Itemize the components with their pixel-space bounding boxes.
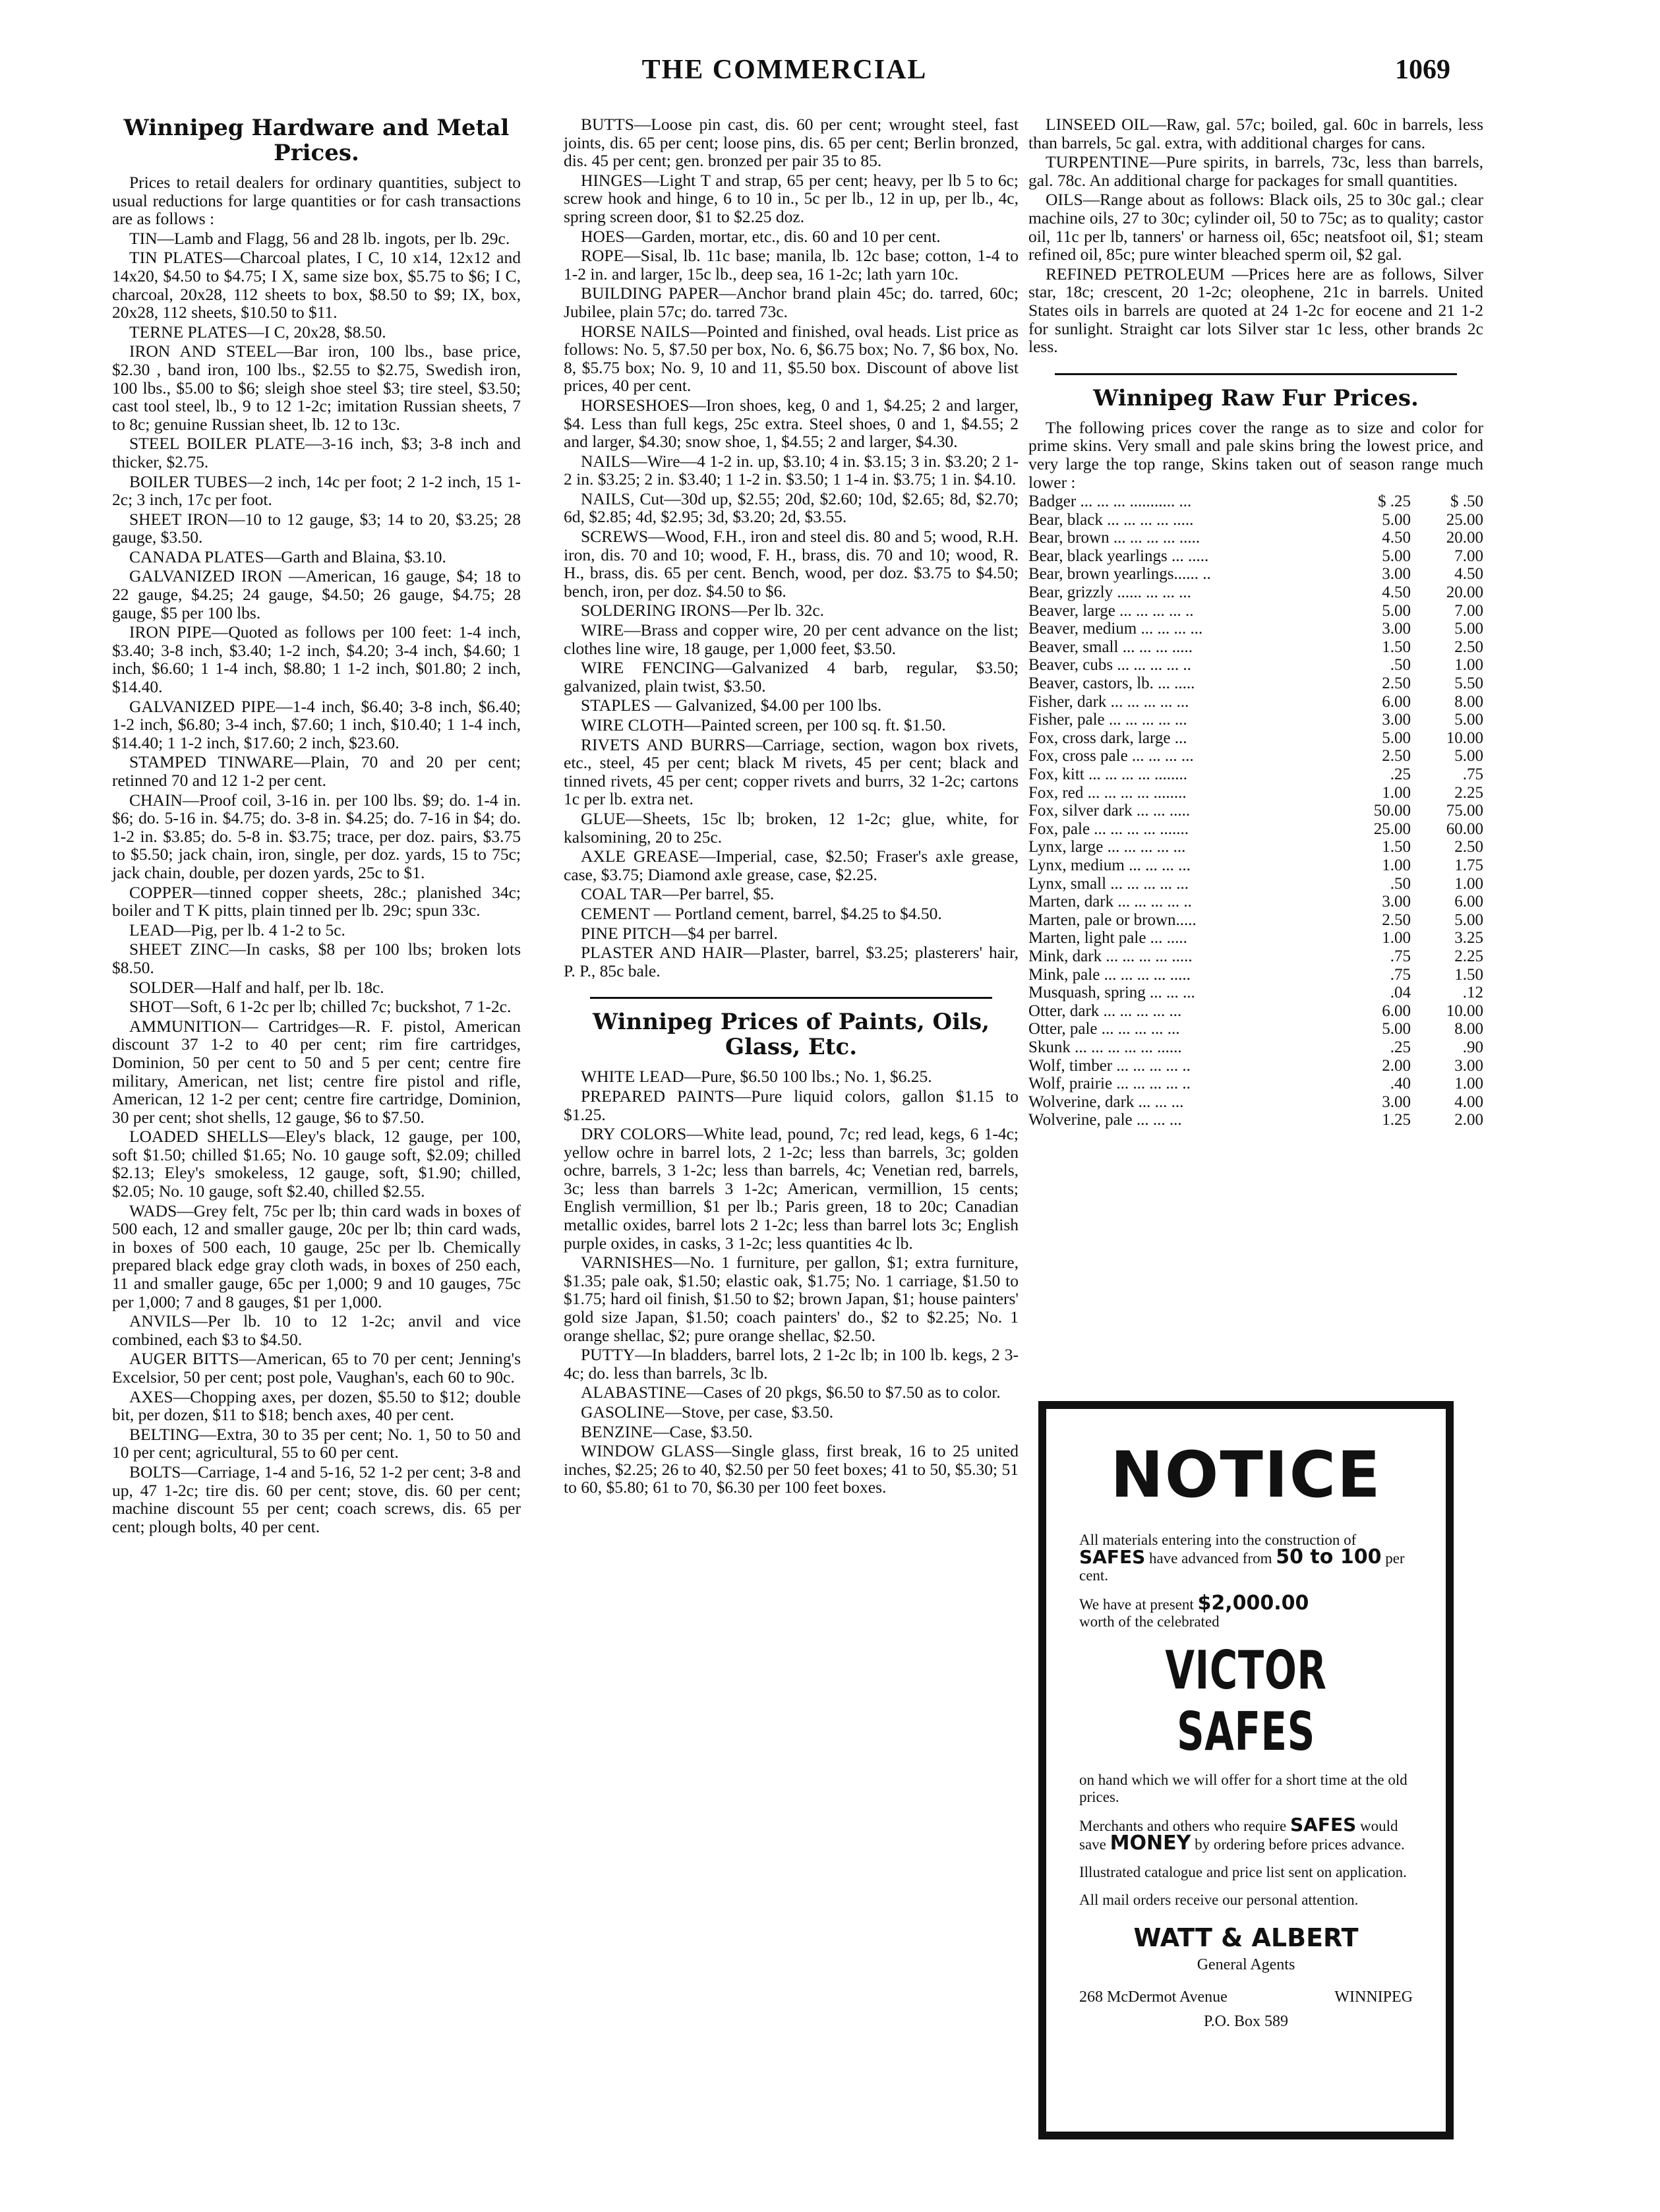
price-item: CANADA PLATES—Garth and Blaina, $3.10. [129,547,446,566]
fur-low: 1.25 [1382,1111,1411,1129]
price-item: WIRE CLOTH—Painted screen, per 100 sq. ft. $1.50. [581,715,946,734]
fur-name: Fox, kitt ... ... ... ... ........ [1028,765,1187,783]
fur-high: 6.00 [1454,893,1483,911]
fur-high: 2.25 [1454,783,1483,802]
fur-high: 2.50 [1454,638,1483,656]
fur-row [1028,765,1483,784]
fur-high: 1.00 [1454,874,1483,893]
fur-row [1028,656,1483,674]
price-item: AXLE GREASE—Imperial, case, $2.50; Fraser's axle grease, case, $3.75; Diamond axle grease, case, $2.25. [564,847,1019,884]
fur-high: 1.00 [1454,1075,1483,1093]
price-item: TERNE PLATES—I C, 20x28, $8.50. [129,322,386,342]
fur-name: Musquash, spring ... ... ... [1028,984,1195,1002]
price-item: COPPER—tinned copper sheets, 28c.; planished 34c; boiler and T K pitts, plain tinned per lb. 29c; spun 33c. [112,882,521,920]
masthead: THE COMMERCIAL [641,55,928,85]
price-item: BELTING—Extra, 30 to 35 per cent; No. 1, 50 to 50 and 10 per cent; agricultural, 55 to 60 per cent. [112,1424,521,1462]
fur-low: 3.00 [1382,620,1411,638]
fur-name: Fox, silver dark ... ... ..... [1028,802,1191,820]
fur-row [1028,747,1483,765]
fur-row [1028,1093,1483,1112]
fur-low: 2.50 [1382,674,1411,693]
fur-high: 10.00 [1446,1001,1483,1020]
fur-name: Bear, brown ... ... ... ... ..... [1028,529,1201,547]
price-item: IRON PIPE—Quoted as follows per 100 feet: 1-4 inch, $3.40; 3-8 inch, $3.40; 1-2 inch, $4.20; 3-4 inch, $4.60; 1 inch, $6.60; 1 1-4 inch, $8.80; 1 1-2 inch, $01.80; 2 inch, $14.40. [112,622,521,697]
price-item: BENZINE—Case, $3.50. [581,1421,753,1441]
fur-high: 75.00 [1446,802,1483,820]
price-item: BOILER TUBES—2 inch, 14c per foot; 2 1-2 inch, 15 1-2c; 3 inch, 17c per foot. [112,471,521,510]
fur-name: Beaver, castors, lb. ... ..... [1028,674,1195,693]
fur-low: .75 [1390,947,1411,965]
fur-row [1028,693,1483,711]
fur-row [1028,729,1483,748]
fur-name: Marten, dark ... ... ... ... .. [1028,893,1192,911]
fur-name: Fox, cross dark, large ... [1028,729,1187,747]
fur-price-table [1028,493,1483,1129]
hardware-title: Winnipeg Hardware and Metal Prices. [123,115,510,166]
price-item: HORSE NAILS—Pointed and finished, oval heads. List price as follows: No. 5, $7.50 per box, No. 6, $6.75 box; No. 7, $6 box, No. 8, $5.75 box; No. 9, 10 and 11, $5.50 box. Discount of above list prices, 40 per cent. [564,321,1019,396]
ad-company: WATT & ALBERT [1133,1923,1359,1952]
ad-money-word: MONEY [1110,1832,1191,1855]
fur-high: 10.00 [1446,729,1483,747]
fur-name: Beaver, large ... ... ... ... .. [1028,601,1194,620]
price-item: LINSEED OIL—Raw, gal. 57c; boiled, gal. 60c in barrels, less than barrels, 5c gal. extra, with additional charges for cans. [1028,115,1483,152]
fur-low: .04 [1390,984,1411,1002]
ad-heading: NOTICE [1110,1438,1382,1512]
section-divider [1055,373,1457,375]
fur-row [1028,1020,1483,1038]
price-item: TURPENTINE—Pure spirits, in barrels, 73c, less than barrels, gal. 78c. An additional charge for packages for small quantities. [1028,152,1483,190]
price-item: WIRE FENCING—Galvanized 4 barb, regular, $3.50; galvanized, plain twist, $3.50. [564,658,1019,696]
fur-name: Lynx, large ... ... ... ... ... [1028,838,1186,856]
price-item: HOES—Garden, mortar, etc., dis. 60 and 10 per cent. [581,226,941,246]
price-item: BUILDING PAPER—Anchor brand plain 45c; do. tarred, 60c; Jubilee, plain 57c; do. tarred 73c. [564,284,1019,321]
fur-row [1028,638,1483,657]
price-item: STAMPED TINWARE—Plain, 70 and 20 per cent; retinned 70 and 12 1-2 per cent. [112,752,521,790]
fur-name: Lynx, medium ... ... ... ... [1028,856,1191,874]
price-item: HORSESHOES—Iron shoes, keg, 0 and 1, $4.25; 2 and larger, $4. Less than full kegs, 25c extra. Steel shoes, 0 and 1, $4.55; 2 and larger, $4.30; snow shoe, 1, $4.55; 2 and larger, $4.30. [564,395,1019,452]
column-3 [1028,115,1483,1129]
ad-percent: 50 to 100 [1276,1545,1382,1569]
fur-low: .75 [1390,965,1411,984]
price-item: SHEET IRON—10 to 12 gauge, $3; 14 to 20, $3.25; 28 gauge, $3.50. [112,509,521,547]
price-item: ROPE—Sisal, lb. 11c base; manila, lb. 12c base; cotton, 1-4 to 1-2 in. and larger, 15c lb., deep sea, 16 1-2c; lath yarn 10c. [564,246,1019,284]
ad-text: by ordering before prices advance. [1195,1836,1405,1853]
fur-row [1028,838,1483,856]
hardware-list-part2 [564,115,1019,980]
column-2 [564,115,1019,1498]
price-item: BUTTS—Loose pin cast, dis. 60 per cent; wrought steel, fast joints, dis. 65 per cent; loose pins, dis. 65 per cent; Berlin bronzed, dis. 45 per cent; gen. bronzed per pair 35 to 85. [564,115,1019,171]
ad-paragraph-5: Illustrated catalogue and price list sent on application. [1079,1864,1407,1880]
price-item: SOLDER—Half and half, per lb. 18c. [129,977,384,997]
price-item: BOLTS—Carriage, 1-4 and 5-16, 52 1-2 per cent; 3-8 and up, 47 1-2c; tire dis. 60 per cent; stove, dis. 60 per cent; machine discount 55 per cent; coach screws, dis. 65 per cent; plough bolts, 40 per cent. [112,1462,521,1536]
price-item: ALABASTINE—Cases of 20 pkgs, $6.50 to $7.50 as to color. [581,1383,1001,1402]
page-header [105,54,1464,94]
ad-paragraph-3: on hand which we will offer for a short time at the old prices. [1079,1772,1408,1805]
price-item: TIN PLATES—Charcoal plates, I C, 10 x14, 12x12 and 14x20, $4.50 to $4.75; I X, same size box, $5.75 to $6; I C, charcoal, 20x28, 112 sheets to box, $8.50 to $9; IX, box, 20x28, 112 sheets, $10.50 to $11. [112,248,521,322]
fur-high: .90 [1462,1038,1483,1056]
fur-high: 1.75 [1454,856,1483,874]
fur-name: Marten, light pale ... ..... [1028,929,1187,947]
fur-row [1028,984,1483,1002]
price-item: SOLDERING IRONS—Per lb. 32c. [581,601,825,620]
fur-row [1028,547,1483,566]
section-divider [590,997,992,999]
price-item: DRY COLORS—White lead, pound, 7c; red lead, kegs, 6 1-4c; yellow ochre in barrel lots, 2 1-2c; less than barrels, 3c; golden ochre, barrels, 3 1-2c; less than barrels, 4c; Venetian red, barrels, 3c; less than barrels 3 1-2c; American, vermillion, 15 cents; English vermillion, $1 per lb.; Paris green, 18 to 20c; Canadian metallic oxides, barrel lots 2 1-2c; less than barrel lots 3c; English purple oxides, in casks, 3 1-2c; less quantities 4c lb. [564,1124,1019,1253]
ad-address-line [1046,1988,1446,2006]
fur-name: Wolf, prairie ... ... ... ... .. [1028,1075,1191,1093]
victor-safes-advertisement [1038,1401,1454,2139]
price-item: LEAD—Pig, per lb. 4 1-2 to 5c. [129,920,345,940]
fur-name: Mink, pale ... ... ... ... ..... [1028,965,1191,984]
fur-name: Wolverine, pale ... ... ... [1028,1111,1182,1129]
fur-low: .50 [1390,874,1411,893]
fur-name: Beaver, small ... ... ... ..... [1028,638,1193,656]
fur-high: 5.50 [1454,674,1483,693]
fur-row [1028,966,1483,984]
price-item: GALVANIZED IRON —American, 16 gauge, $4; 18 to 22 gauge, $4.25; 24 gauge, $4.50; 26 gauge, $4.75; 28 gauge, $5 per 100 lbs. [112,566,521,622]
fur-name: Otter, pale ... ... ... ... ... [1028,1020,1180,1038]
fur-low: .40 [1390,1075,1411,1093]
fur-low: 6.00 [1382,1001,1411,1020]
ad-po-box: P.O. Box 589 [1203,2013,1289,2030]
ad-text: per cent. [1079,1550,1405,1584]
fur-name: Fox, pale ... ... ... ... ....... [1028,820,1189,838]
fur-high: 8.00 [1454,692,1483,711]
ad-brand: VICTOR SAFES [1165,1640,1327,1762]
fur-high: 7.00 [1454,547,1483,565]
paints-list-part2 [1028,115,1483,356]
fur-low: 25.00 [1373,820,1411,838]
fur-row [1028,1002,1483,1021]
fur-name: Otter, dark ... ... ... ... ... [1028,1001,1182,1020]
page-number: 1069 [1395,55,1450,85]
price-item: SHOT—Soft, 6 1-2c per lb; chilled 7c; buckshot, 7 1-2c. [129,997,512,1017]
fur-low: 1.00 [1382,929,1411,947]
fur-row [1028,947,1483,966]
fur-high: 3.00 [1454,1056,1483,1075]
price-item: GALVANIZED PIPE—1-4 inch, $6.40; 3-8 inch, $6.40; 1-2 inch, $6.80; 3-4 inch, $7.60; 1 inch, $10.40; 1 1-4 inch, $14.40; 1 1-2 inch, $17.60; 2 inch, $23.60. [112,696,521,752]
fur-high: 2.50 [1454,838,1483,856]
fur-low: 1.50 [1382,838,1411,856]
price-item: IRON AND STEEL—Bar iron, 100 lbs., base price, $2.30 , band iron, 100 lbs., $2.55 to $2.75, Swedish iron, 100 lbs., $5.00 to $6; sleigh shoe steel $3; tire steel, $3.50; cast tool steel, lb., 9 to 12 1-2c; imitation Russian sheets, 7 to 8c; genuine Russian sheet, lb. 12 to 13c. [112,342,521,434]
fur-low: 3.00 [1382,1092,1411,1111]
fur-name: Lynx, small ... ... ... ... ... [1028,874,1189,893]
fur-high: $ .50 [1450,493,1483,511]
fur-name: Fox, red ... ... ... ... ........ [1028,783,1187,802]
fur-row [1028,929,1483,947]
price-item: OILS—Range about as follows: Black oils, 25 to 30c gal.; clear machine oils, 27 to 30c; cylinder oil, 50 to 75c; as to quality; castor oil, 11c per lb, tanners' or harness oil, 65c; neatsfoot oil, $1; steam refined oil, 85c; pure winter bleached sperm oil, $2 gal. [1028,190,1483,264]
fur-high: 2.25 [1454,947,1483,965]
price-item: GASOLINE—Stove, per case, $3.50. [581,1402,834,1421]
fur-name: Fisher, dark ... ... ... ... ... [1028,692,1189,711]
ad-paragraph-4 [1046,1816,1446,1853]
fur-name: Fisher, pale ... ... ... ... ... [1028,711,1187,729]
fur-low: 1.00 [1382,856,1411,874]
fur-low: 5.00 [1382,547,1411,565]
fur-high: 60.00 [1446,820,1483,838]
price-item: WHITE LEAD—Pure, $6.50 100 lbs.; No. 1, $6.25. [581,1067,932,1087]
ad-safes-word: SAFES [1079,1546,1146,1568]
fur-low: 5.00 [1382,729,1411,747]
ad-safes-word: SAFES [1289,1814,1357,1836]
fur-name: Wolf, timber ... ... ... ... .. [1028,1056,1191,1075]
price-item: WINDOW GLASS—Single glass, first break, 16 to 25 united inches, $2.25; 26 to 40, $2.50 per 50 feet boxes; 41 to 50, $5.30; 51 to 60, $5.80; 61 to 70, $6.30 per 100 feet boxes. [564,1441,1019,1497]
price-item: SCREWS—Wood, F.H., iron and steel dis. 80 and 5; wood, R.H. iron, dis. 70 and 10; wood, F. H., brass, dis. 70 and 10; wood, R. H., brass, dis. 65 per cent. Bench, wood, per doz. $3.75 to $4.50; bench, iron, per doz. $4.50 to $6. [564,527,1019,601]
fur-name: Bear, grizzly ...... ... ... ... [1028,583,1191,602]
fur-high: 20.00 [1446,583,1483,602]
fur-low: 1.50 [1382,638,1411,656]
fur-row [1028,493,1483,511]
fur-name: Marten, pale or brown..... [1028,911,1197,929]
ad-paragraph-2 [1046,1592,1446,1630]
fur-name: Wolverine, dark ... ... ... [1028,1092,1184,1111]
fur-low: 4.50 [1382,529,1411,547]
fur-row [1028,674,1483,693]
fur-row [1028,529,1483,547]
ad-text: All materials entering into the construction of [1079,1532,1357,1548]
fur-row [1028,620,1483,638]
fur-row [1028,602,1483,620]
fur-name: Bear, black ... ... ... ... ..... [1028,510,1194,529]
paints-title: Winnipeg Prices of Paints, Oils, Glass, Etc. [593,1009,990,1061]
fur-low: 5.00 [1382,1020,1411,1038]
price-item: AXES—Chopping axes, per dozen, $5.50 to $12; double bit, per dozen, $11 to $18; bench axes, 40 per cent. [112,1387,521,1425]
fur-name: Skunk ... ... ... ... ... ...... [1028,1038,1182,1056]
hardware-list-part1 [112,229,521,1536]
hardware-intro: Prices to retail dealers for ordinary quantities, subject to usual reductions for large quantities or for cash transactions are as follows : [112,173,521,229]
fur-low: 1.00 [1382,783,1411,802]
price-item: HINGES—Light T and strap, 65 per cent; heavy, per lb 5 to 6c; screw hook and hinge, 6 to 10 in., 5c per lb., 12 in up, per lb., 4c, spring screen door, $1 to $2.25 doz. [564,170,1019,226]
price-item: TIN—Lamb and Flagg, 56 and 28 lb. ingots, per lb. 29c. [129,228,510,248]
fur-name: Badger ... ... ... ........... ... [1028,493,1192,511]
price-item: LOADED SHELLS—Eley's black, 12 gauge, per 100, soft $1.50; chilled $1.65; No. 10 gauge soft, $2.09; chilled $2.13; Eley's smokeless, 12 gauge, soft, $1.90; chilled, $2.05; No. 10 gauge, soft $2.40, chilled $2.55. [112,1127,521,1201]
fur-low: 3.00 [1382,893,1411,911]
price-item: AUGER BITTS—American, 65 to 70 per cent; Jenning's Excelsior, 50 per cent; post pole, Vaughan's, each 60 to 90c. [112,1349,521,1387]
ad-text: worth of the celebrated [1079,1613,1220,1630]
fur-high: 5.00 [1454,711,1483,729]
fur-low: 6.00 [1382,692,1411,711]
price-item: PREPARED PAINTS—Pure liquid colors, gallon $1.15 to $1.25. [564,1086,1019,1124]
fur-row [1028,1038,1483,1057]
price-item: SHEET ZINC—In casks, $8 per 100 lbs; broken lots $8.50. [112,940,521,977]
fur-low: 4.50 [1382,583,1411,602]
fur-row [1028,1057,1483,1075]
ad-agents: General Agents [1197,1956,1295,1973]
price-item: CEMENT — Portland cement, barrel, $4.25 to $4.50. [581,903,942,923]
fur-intro: The following prices cover the range as to size and color for prime skins. Very small and pale skins bring the lowest price, and very large the top range, Skins taken out of season range much lower : [1028,417,1483,492]
fur-high: 1.00 [1454,656,1483,674]
fur-low: 3.00 [1382,565,1411,583]
fur-row [1028,565,1483,583]
fur-row [1028,875,1483,893]
price-item: WADS—Grey felt, 75c per lb; thin card wads in boxes of 500 each, 12 and smaller gauge, 20c per lb; thin card wads, in boxes of 500 each, 10 gauge, 25c per lb. Chemically prepared black edge gray cloth wads, in boxes of 250 each, 11 and smaller gauge, 65c per 1,000; 9 and 10 gauges, 75c per 1,000; 7 and 8 gauges, $1 per 1,000. [112,1201,521,1311]
fur-row [1028,583,1483,602]
price-item: WIRE—Brass and copper wire, 20 per cent advance on the list; clothes line wire, 18 gauge, per 1,000 feet, $3.50. [564,620,1019,658]
price-item: NAILS, Cut—30d up, $2.55; 20d, $2.60; 10d, $2.65; 8d, $2.70; 6d, $2.85; 4d, $2.95; 3d, $3.20; 2d, $3.55. [564,489,1019,527]
fur-row [1028,784,1483,802]
fur-row [1028,893,1483,911]
fur-low: .25 [1390,1038,1411,1056]
fur-low: 2.50 [1382,747,1411,765]
price-item: AMMUNITION— Cartridges—R. F. pistol, American discount 37 1-2 to 40 per cent; rim fire cartridges, Dominion, 50 per cent to 50 and 5 per cent; centre fire military, American, net list; centre fire pistol and rifle, American, 12 1-2 per cent; centre fire cartridge, Dominion, 30 per cent; shot shells, 12 gauge, $6 to $7.50. [112,1016,521,1127]
column-1 [112,115,521,1537]
fur-high: 7.00 [1454,601,1483,620]
price-item: GLUE—Sheets, 15c lb; broken, 12 1-2c; glue, white, for kalsomining, 20 to 25c. [564,808,1019,847]
fur-low: 5.00 [1382,510,1411,529]
price-item: COAL TAR—Per barrel, $5. [581,884,775,904]
ad-paragraph-6: All mail orders receive our personal attention. [1079,1892,1359,1908]
price-item: CHAIN—Proof coil, 3-16 in. per 100 lbs. $9; do. 1-4 in. $6; do. 5-16 in. $4.75; do. 3-8 in. $4.25; do. 7-16 in $4; do. 1-2 in. $3.85; do. 5-8 in. $3.75; trace, per doz. pairs, $3.75 to $5.50; jack chain, iron, single, per doz. yards, 15 to 75c; jack chain, double, per dozen yards, 25c to $1. [112,790,521,882]
fur-name: Bear, black yearlings ... ..... [1028,547,1209,565]
ad-city: WINNIPEG [1334,1988,1413,2006]
fur-high: 5.00 [1454,620,1483,638]
fur-high: 5.00 [1454,747,1483,765]
fur-high: 4.50 [1454,565,1483,583]
fur-name: Bear, brown yearlings...... .. [1028,565,1211,583]
price-item: PUTTY—In bladders, barrel lots, 2 1-2c lb; in 100 lb. kegs, 2 3-4c; do. less than barrels, 3c lb. [564,1345,1019,1383]
fur-low: 2.50 [1382,911,1411,929]
price-item: PINE PITCH—$4 per barrel. [581,923,778,943]
fur-row [1028,856,1483,875]
fur-high: 5.00 [1454,911,1483,929]
ad-text: We have at present [1079,1596,1194,1613]
price-item: STAPLES — Galvanized, $4.00 per 100 lbs. [581,696,882,715]
fur-low: .50 [1390,656,1411,674]
fur-row [1028,711,1483,729]
fur-low: 3.00 [1382,711,1411,729]
fur-row [1028,1111,1483,1129]
ad-text: Merchants and others who require [1079,1818,1287,1834]
fur-row [1028,820,1483,839]
fur-row [1028,802,1483,820]
fur-title: Winnipeg Raw Fur Prices. [1093,384,1419,411]
price-item: ANVILS—Per lb. 10 to 12 1-2c; anvil and vice combined, each $3 to $4.50. [112,1311,521,1349]
fur-low: 5.00 [1382,601,1411,620]
ad-street: 268 McDermot Avenue [1079,1988,1228,2006]
fur-high: 4.00 [1454,1092,1483,1111]
fur-high: 2.00 [1454,1111,1483,1129]
fur-high: 3.25 [1454,929,1483,947]
fur-high: 1.50 [1454,965,1483,984]
ad-text: would save [1079,1818,1398,1853]
fur-high: .12 [1462,984,1483,1002]
fur-name: Beaver, medium ... ... ... ... [1028,620,1203,638]
fur-low: .25 [1390,765,1411,783]
fur-name: Fox, cross pale ... ... ... ... [1028,747,1194,765]
paints-list-part1 [564,1067,1019,1497]
fur-low: $ .25 [1378,493,1411,511]
ad-text: have advanced from [1149,1550,1272,1567]
fur-name: Beaver, cubs ... ... ... ... .. [1028,656,1191,674]
price-item: PLASTER AND HAIR—Plaster, barrel, $3.25; plasterers' hair, P. P., 85c bale. [564,943,1019,980]
fur-high: 25.00 [1446,510,1483,529]
ad-amount: $2,000.00 [1197,1592,1309,1615]
ad-paragraph-1 [1046,1532,1446,1584]
fur-name: Mink, dark ... ... ... ... ..... [1028,947,1193,965]
fur-row [1028,1075,1483,1093]
fur-low: 2.00 [1382,1056,1411,1075]
fur-high: .75 [1462,765,1483,783]
price-item: NAILS—Wire—4 1-2 in. up, $3.10; 4 in. $3.15; 3 in. $3.20; 2 1-2 in. $3.25; 2 in. $3.40; 1 1-2 in. $3.50; 1 1-4 in. $3.75; 1 in. $4.10. [564,451,1019,489]
fur-low: 50.00 [1373,802,1411,820]
price-item: STEEL BOILER PLATE—3-16 inch, $3; 3-8 inch and thicker, $2.75. [112,434,521,471]
price-item: RIVETS AND BURRS—Carriage, section, wagon box rivets, etc., steel, 45 per cent; black M rivets, 45 per cent; black and tinned rivets, 45 per cent; copper rivets and burrs, 32 1-2c; cartons 1c per lb. extra net. [564,734,1019,809]
fur-row [1028,511,1483,529]
fur-high: 8.00 [1454,1020,1483,1038]
fur-high: 20.00 [1446,529,1483,547]
fur-row [1028,911,1483,930]
price-item: VARNISHES—No. 1 furniture, per gallon, $1; extra furniture, $1.35; pale oak, $1.50; elastic oak, $1.75; No. 1 carriage, $1.50 to $1.75; hard oil finish, $1.50 to $2; brown Japan, $1; house painters' gold size Japan, $1.50; coach painters' do., $2 to $2.25; No. 1 orange shellac, $2; pure orange shellac, $2.50. [564,1253,1019,1345]
price-item: REFINED PETROLEUM —Prices here are as follows, Silver star, 18c; crescent, 20 1-2c; oleophene, 21c in barrels. United States oils in barrels are quoted at 24 1-2c for eocene and 21 1-2 for sunlight. Straight car lots Silver star 1c less, other brands 2c less. [1028,264,1483,357]
